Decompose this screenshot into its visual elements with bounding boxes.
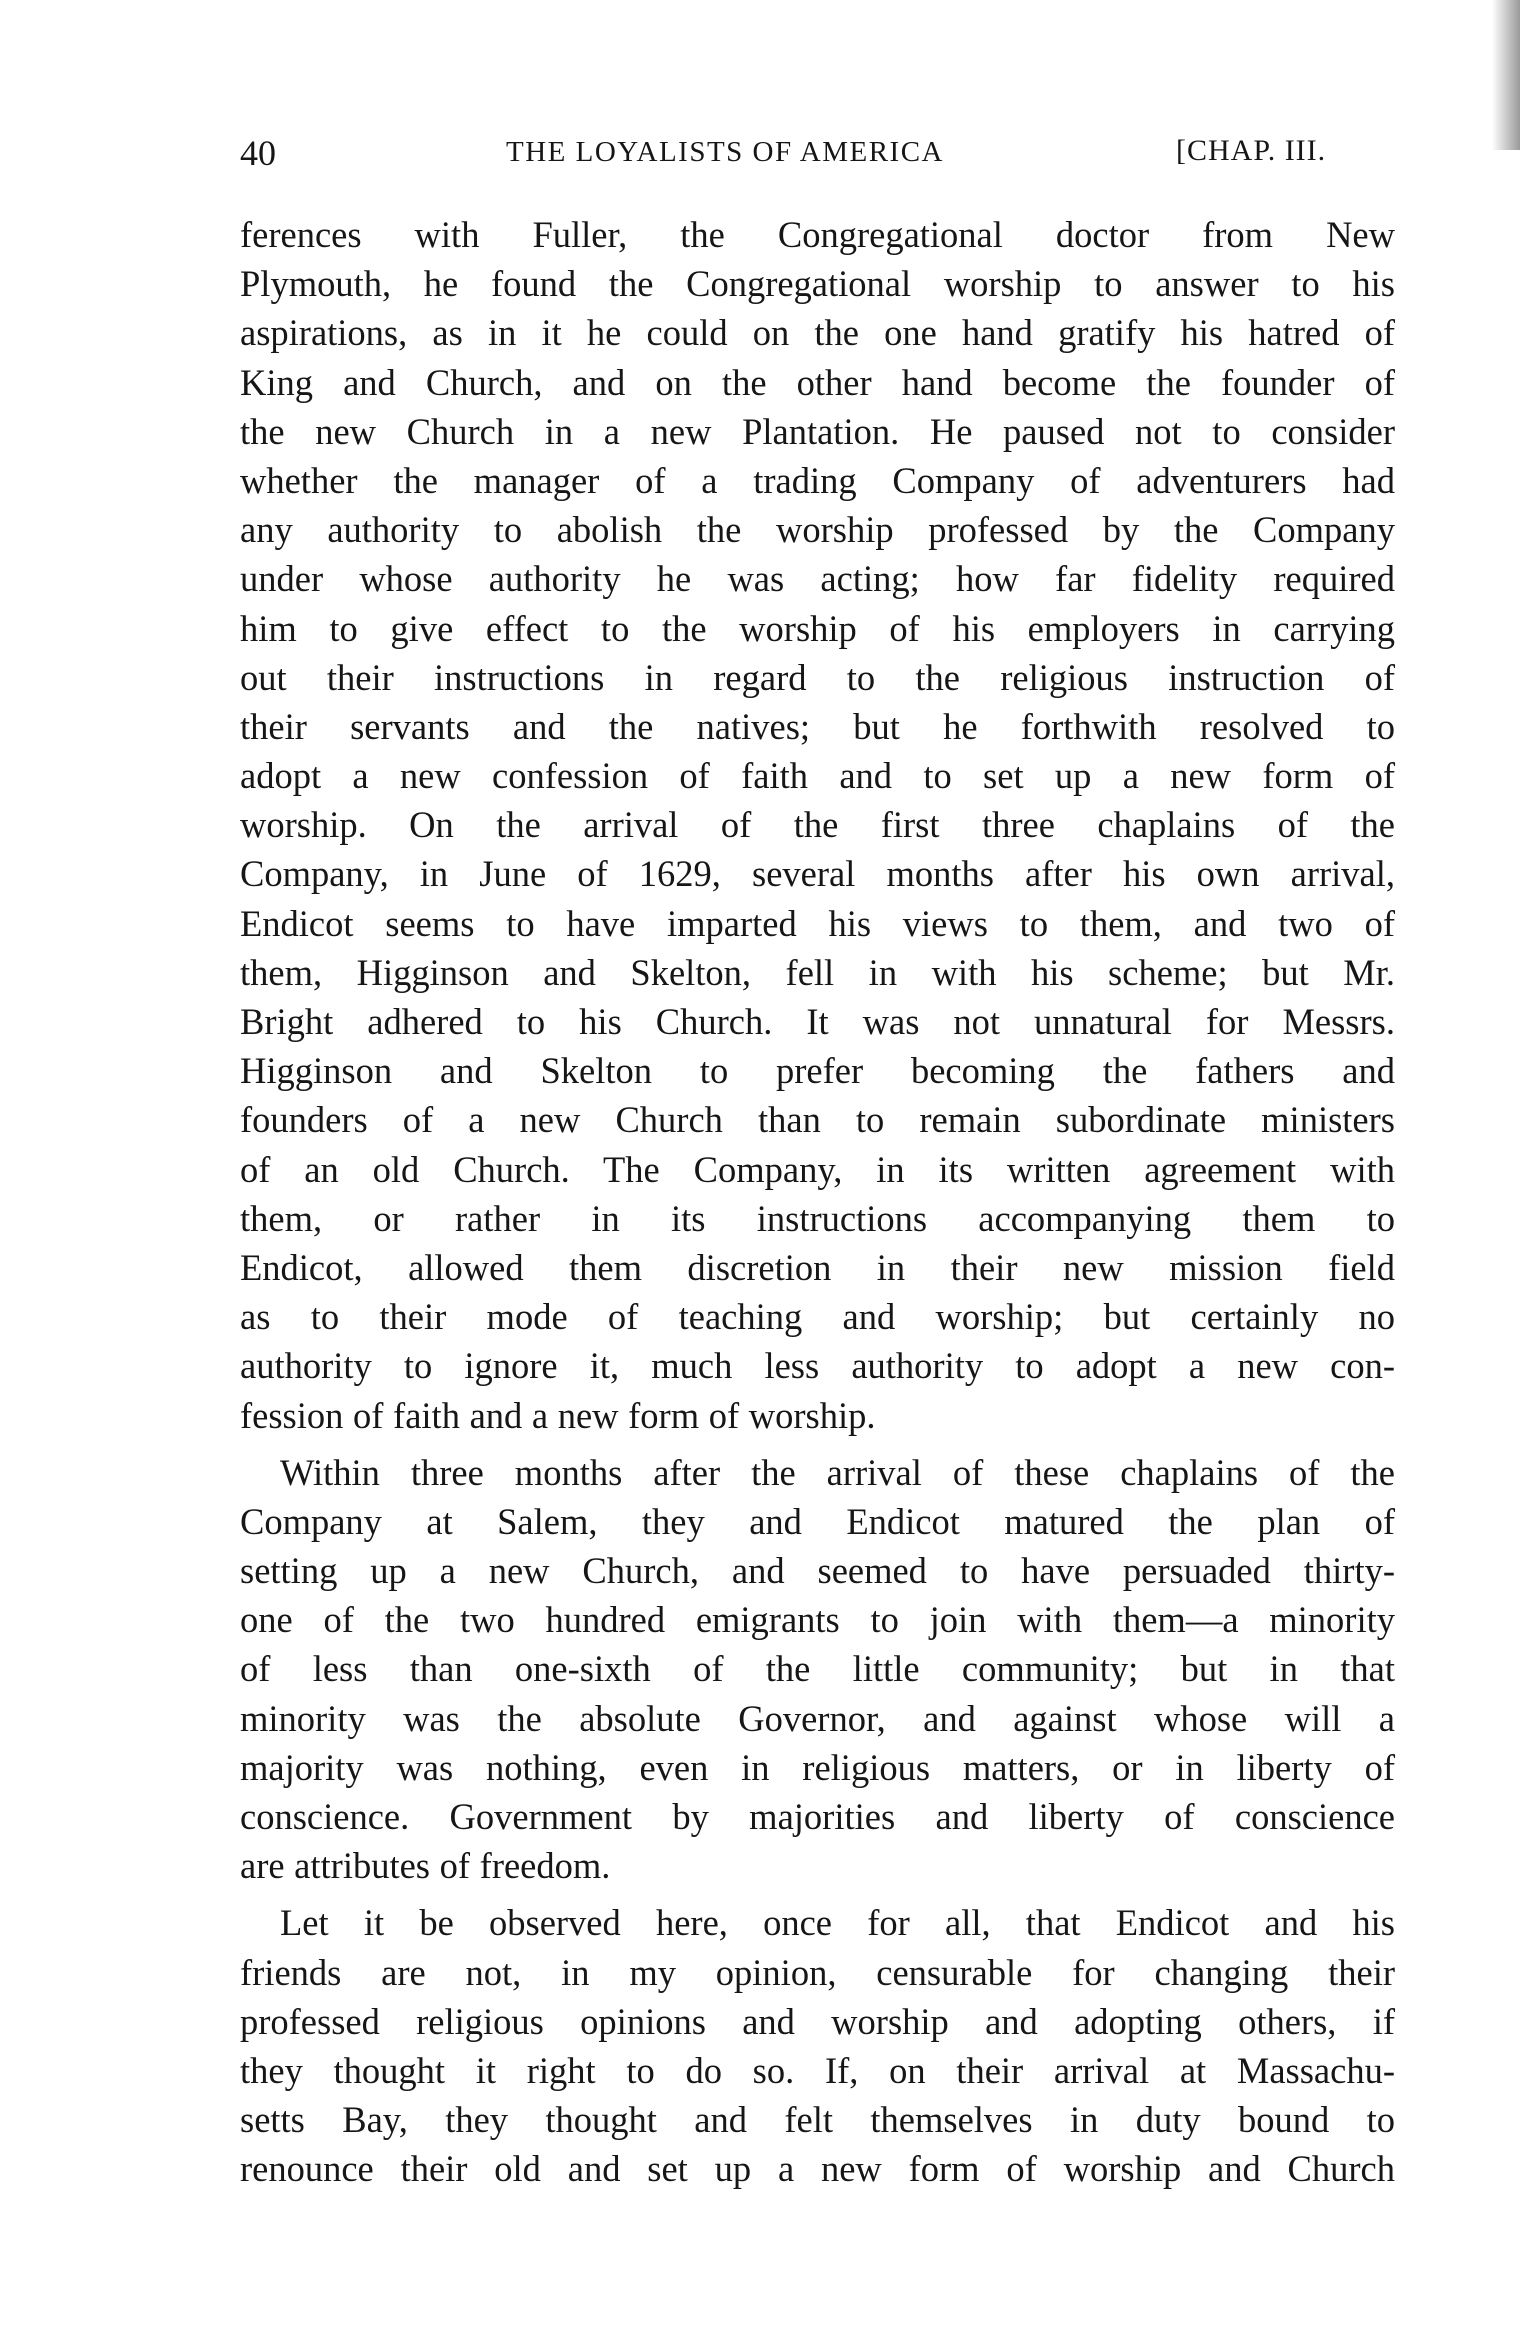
text-line: Company, in June of 1629, several months after his own arrival, [240, 853, 1395, 895]
text-line: friends are not, in my opinion, censurable for changing their [240, 1951, 1395, 1993]
text-line: the new Church in a new Plantation. He paused not to consider [240, 410, 1395, 452]
text-line: as to their mode of teaching and worship; but certainly no [240, 1296, 1395, 1338]
text-line: of an old Church. The Company, in its written agreement with [240, 1148, 1395, 1190]
paragraph [240, 210, 1395, 1440]
text-line: conscience. Government by majorities and liberty of conscience [240, 1796, 1395, 1837]
text-line: out their instructions in regard to the religious instruction of [240, 656, 1395, 698]
page-number: 40 [240, 133, 276, 173]
running-title: THE LOYALISTS OF AMERICA [506, 136, 944, 168]
text-line: one of the two hundred emigrants to join with them—a minority [240, 1599, 1395, 1641]
text-line: renounce their old and set up a new form of worship and Church [240, 2148, 1395, 2190]
page-edge-shadow [1492, 0, 1520, 150]
text-line: setting up a new Church, and seemed to have persuaded thirty- [240, 1550, 1395, 1592]
text-line: Within three months after the arrival of these chaplains of the [280, 1451, 1395, 1493]
text-line: of less than one-sixth of the little community; but in that [240, 1648, 1395, 1690]
paragraph [240, 1448, 1395, 1891]
text-line: their servants and the natives; but he forthwith resolved to [240, 705, 1395, 747]
text-line: are attributes of freedom. [240, 1845, 611, 1887]
body-text [240, 210, 1395, 2194]
text-line: setts Bay, they thought and felt themselves in duty bound to [240, 2099, 1395, 2141]
text-line: Higginson and Skelton to prefer becoming the fathers and [240, 1050, 1395, 1092]
running-header [240, 128, 1400, 184]
text-line: Bright adhered to his Church. It was not unnatural for Messrs. [240, 1001, 1395, 1042]
text-line: King and Church, and on the other hand become the founder of [240, 361, 1395, 403]
paragraph-gap [240, 1890, 1395, 1898]
paragraph [240, 1898, 1395, 2193]
text-line: under whose authority he was acting; how far fidelity required [240, 558, 1395, 600]
text-line: aspirations, as in it he could on the one hand gratify his hatred of [240, 312, 1395, 354]
text-line: him to give effect to the worship of his employers in carrying [240, 607, 1395, 649]
text-line: them, Higginson and Skelton, fell in with his scheme; but Mr. [240, 951, 1395, 993]
text-line: Endicot seems to have imparted his views to them, and two of [240, 902, 1395, 944]
text-line: whether the manager of a trading Company of adventurers had [240, 459, 1395, 501]
text-line: founders of a new Church than to remain subordinate ministers [240, 1099, 1395, 1141]
text-line: minority was the absolute Governor, and against whose will a [240, 1697, 1395, 1739]
paragraph-gap [240, 1440, 1395, 1448]
text-line: Endicot, allowed them discretion in their new mission field [240, 1246, 1395, 1288]
text-line: them, or rather in its instructions accompanying them to [240, 1197, 1395, 1239]
text-line: professed religious opinions and worship and adopting others, if [240, 2000, 1395, 2042]
text-line: worship. On the arrival of the first three chaplains of the [240, 804, 1395, 846]
text-line: majority was nothing, even in religious matters, or in liberty of [240, 1746, 1395, 1788]
text-line: any authority to abolish the worship professed by the Company [240, 509, 1395, 551]
text-line: they thought it right to do so. If, on their arrival at Massachu- [240, 2049, 1395, 2091]
text-line: authority to ignore it, much less authority to adopt a new con- [240, 1345, 1395, 1387]
text-line: fession of faith and a new form of worship. [240, 1394, 876, 1436]
text-line: Plymouth, he found the Congregational worship to answer to his [240, 263, 1395, 305]
chapter-label: [CHAP. III. [1176, 134, 1327, 167]
text-line: ferences with Fuller, the Congregational doctor from New [240, 214, 1395, 255]
text-line: Company at Salem, they and Endicot matured the plan of [240, 1500, 1395, 1542]
text-line: Let it be observed here, once for all, that Endicot and his [280, 1902, 1395, 1944]
text-line: adopt a new confession of faith and to set up a new form of [240, 755, 1395, 797]
